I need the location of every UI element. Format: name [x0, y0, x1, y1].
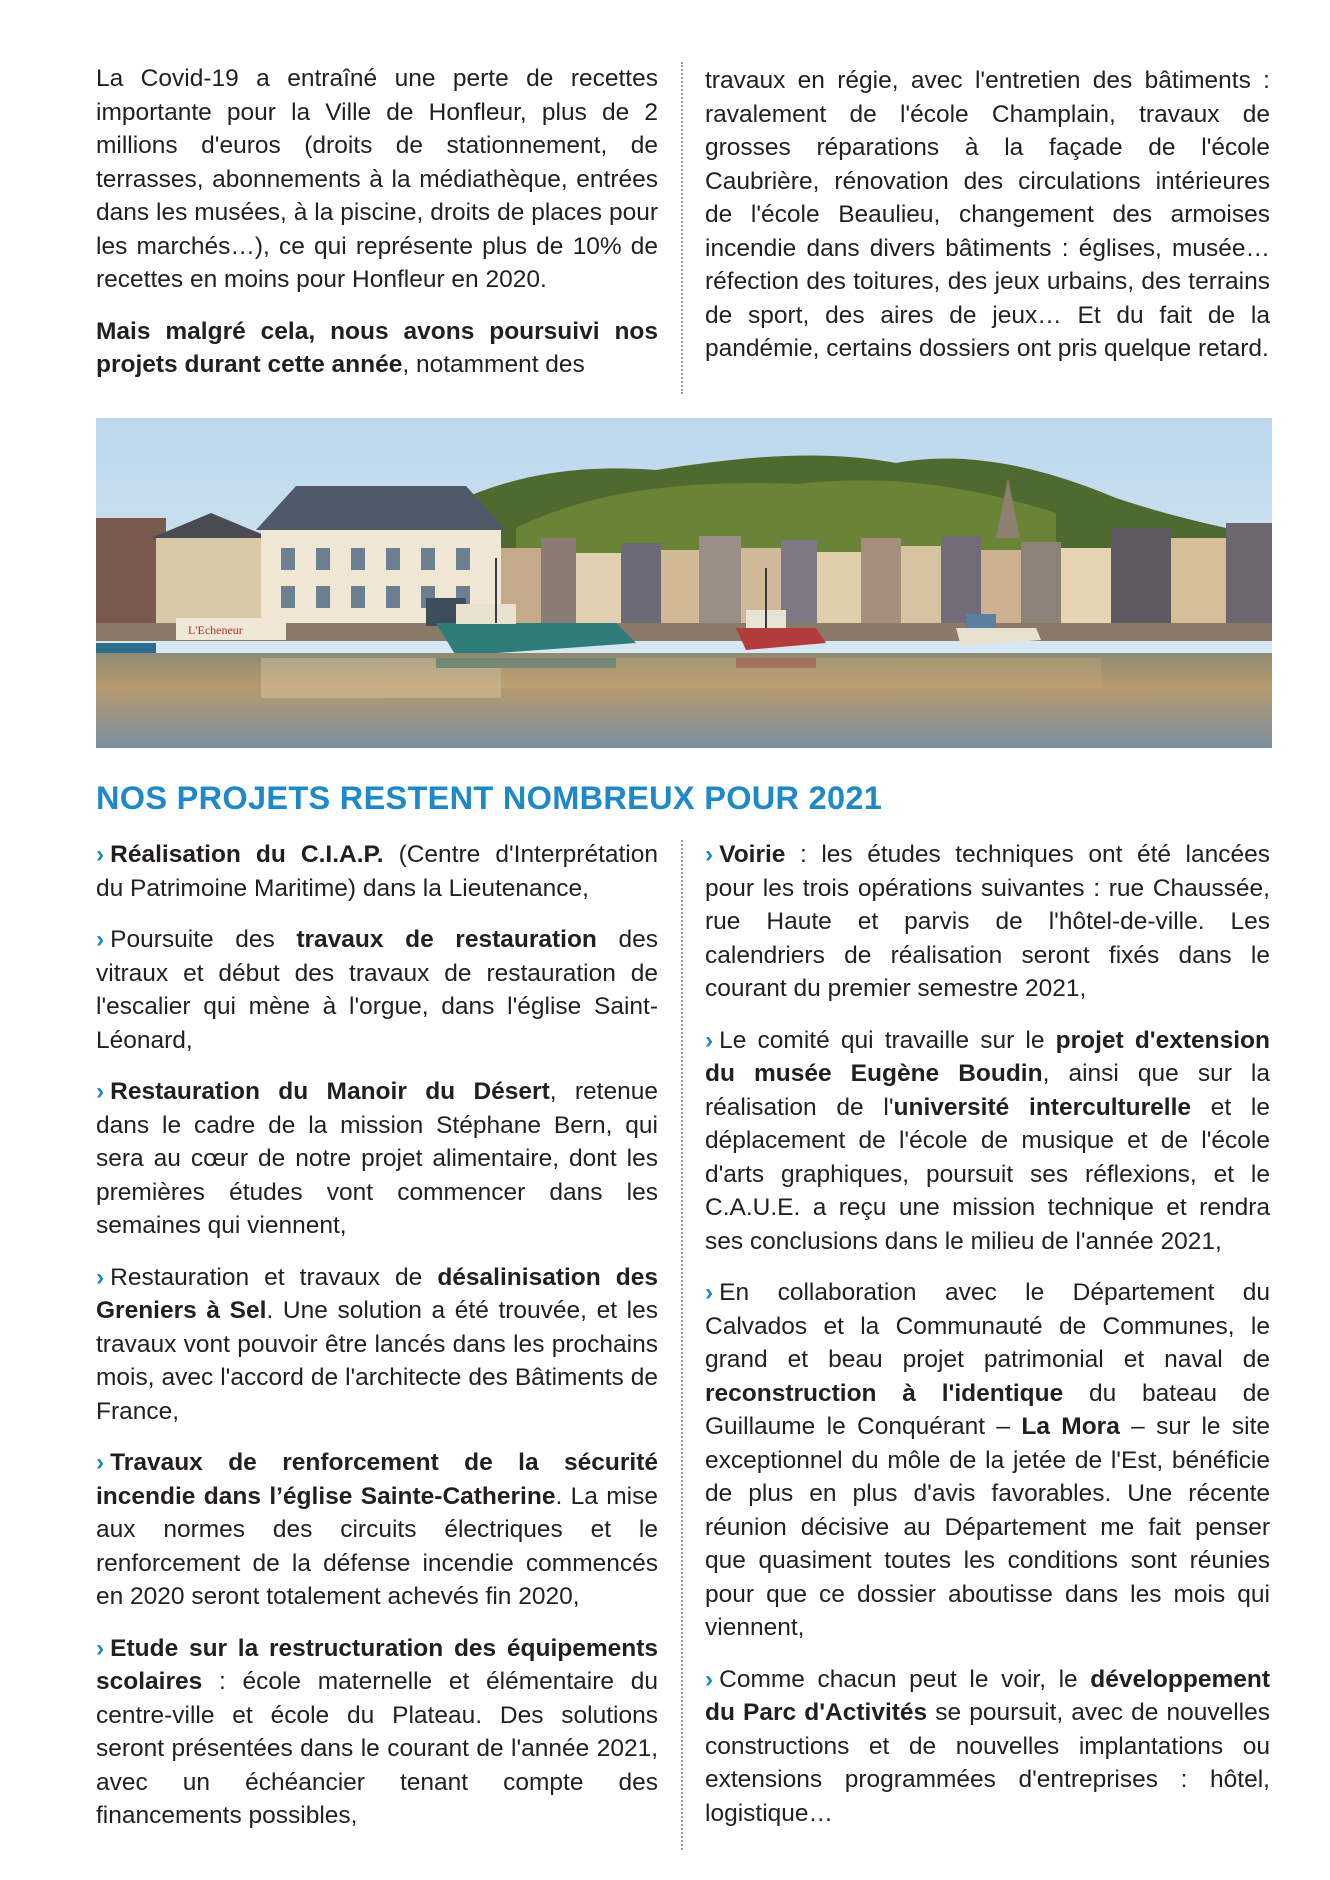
intro-paragraph-2 [96, 315, 658, 382]
project-text: : école maternelle et élémentaire du centre-ville et école du Plateau. Des solutions seront présentées dans le courant de l'année 2021, avec un échéancier tenant compte des financements possibles, [96, 1668, 658, 1829]
project-item [705, 1024, 1270, 1259]
project-text: , retenue dans le cadre de la mission Stéphane Bern, qui sera au cœur de notre projet alimentaire, dont les premières études vont commencer dans les semaines qui viennent, [96, 1078, 658, 1239]
project-highlight: université interculturelle [893, 1093, 1192, 1121]
projects-right-column [705, 838, 1270, 1848]
project-highlight: désalinisation des Greniers à Sel [96, 1263, 658, 1324]
project-text: du bateau de Guillaume le Conquérant – [705, 1379, 1270, 1440]
project-item [96, 1446, 658, 1614]
project-text: – sur le site exceptionnel du môle de la jetée de l'Est, bénéficie de plus en plus d'avis favorables. Une récente réunion décisive au Département me fait penser que quasiment toutes les conditions sont réunies pour que ce dossier aboutisse dans les mois qui viennent, [705, 1413, 1271, 1641]
project-text: Le comité qui travaille sur le [719, 1026, 1056, 1054]
honfleur-harbour-photo [96, 418, 1272, 748]
project-highlight: La Mora [1021, 1413, 1120, 1440]
chevron-right-icon: › [705, 1665, 714, 1693]
projects-left-column [96, 838, 658, 1851]
project-text: . Une solution a été trouvée, et les travaux vont pouvoir être lancés dans les prochains mois, avec l'accord de l'architecte des Bâtiments de France, [96, 1297, 658, 1425]
project-highlight: Restauration du Manoir du Désert [110, 1078, 550, 1105]
project-text: des vitraux et début des travaux de restauration de l'escalier qui mène à l'orgue, dans l'église Saint-Léonard, [96, 926, 658, 1054]
project-highlight: Réalisation du C.I.A.P. [110, 841, 384, 868]
chevron-right-icon: › [705, 1026, 714, 1054]
project-highlight: Etude sur la restructuration des équipements scolaires [96, 1634, 658, 1695]
project-text: (Centre d'Interprétation du Patrimoine Maritime) dans la Lieutenance, [96, 841, 659, 902]
project-text: : les études techniques ont été lancées pour les trois opérations suivantes : rue Chaussée, rue Haute et parvis de l'hôtel-de-ville. Les calendriers de réalisation seront fixés dans le courant du premier semestre 2021, [705, 841, 1270, 1002]
chevron-right-icon: › [96, 841, 105, 868]
intro-emphasis: Mais malgré cela, nous avons poursuivi nos projets durant cette année [96, 317, 658, 378]
project-highlight: travaux de restauration [296, 926, 597, 953]
chevron-right-icon: › [96, 1078, 105, 1105]
project-highlight: développement du Parc d'Activités [705, 1665, 1270, 1726]
column-divider-bottom [681, 840, 683, 1850]
project-highlight: Voirie [719, 841, 786, 868]
intro-paragraph-2-rest: , notamment des [402, 351, 585, 378]
project-text: . La mise aux normes des circuits électriques et le renforcement de la défense incendie commencés en 2020 seront totalement achevés fin 2020, [96, 1482, 658, 1610]
harbour-illustration [96, 418, 1272, 748]
project-highlight: reconstruction à l'identique [705, 1379, 1064, 1407]
project-text: et le déplacement de l'école de musique et de l'école d'arts graphiques, poursuit ses réflexions, et le C.A.U.E. a reçu une mission technique et rendra ses conclusions dans le milieu de l'année 2021, [705, 1093, 1271, 1255]
project-text: Restauration et travaux de [110, 1263, 438, 1291]
project-text: Poursuite des [110, 926, 297, 953]
project-item [705, 838, 1270, 1006]
intro-paragraph-1: La Covid-19 a entraîné une perte de recettes importante pour la Ville de Honfleur, plus de 2 millions d'euros (droits de stationnement, de terrasses, abonnements à la médiathèque, entrées dans les musées, à la piscine, droits de places pour les marchés…), ce qui représente plus de 10% de recettes en moins pour Honfleur en 2020. [96, 65, 658, 293]
project-text: se poursuit, avec de nouvelles constructions et de nouvelles implantations ou extensions programmées d'entreprises : hôtel, logistique… [705, 1699, 1270, 1827]
chevron-right-icon: › [705, 841, 714, 868]
project-item [96, 1075, 658, 1243]
project-text: , ainsi que sur la réalisation de l' [705, 1060, 1270, 1121]
chevron-right-icon: › [96, 926, 105, 953]
project-item [96, 923, 658, 1057]
chevron-right-icon: › [705, 1279, 714, 1306]
project-highlight: Travaux de renforcement de la sécurité incendie dans l’église Sainte-Catherine [96, 1449, 658, 1510]
chevron-right-icon: › [96, 1263, 105, 1291]
intro-left-column [96, 62, 658, 400]
project-text: En collaboration avec le Département du Calvados et la Communauté de Communes, le grand et beau projet patrimonial et naval de [705, 1279, 1270, 1373]
intro-continuation: travaux en régie, avec l'entretien des bâtiments : ravalement de l'école Champlain, travaux de grosses réparations à la façade de l'école Caubrière, rénovation des circulations intérieures de l'école Beaulieu, changement des armoises incendie dans divers bâtiments : églises, musée… réfection des toitures, des jeux urbains, des terrains de sport, des aires de jeux… Et du fait de la pandémie, certains dossiers ont pris quelque retard. [705, 67, 1270, 362]
project-highlight: projet d'extension du musée Eugène Boudin [705, 1026, 1270, 1087]
project-item [96, 1261, 658, 1429]
column-divider-top [681, 62, 683, 394]
intro-right-column [705, 64, 1270, 384]
chevron-right-icon: › [96, 1449, 105, 1476]
project-item [705, 1276, 1270, 1645]
chevron-right-icon: › [96, 1634, 105, 1662]
boat-name: L'Echeneur [188, 623, 243, 637]
project-text: Comme chacun peut le voir, le [719, 1665, 1091, 1693]
project-item [96, 1632, 658, 1833]
project-item [705, 1663, 1270, 1831]
project-item [96, 838, 658, 905]
section-heading: NOS PROJETS RESTENT NOMBREUX POUR 2021 [96, 780, 883, 816]
